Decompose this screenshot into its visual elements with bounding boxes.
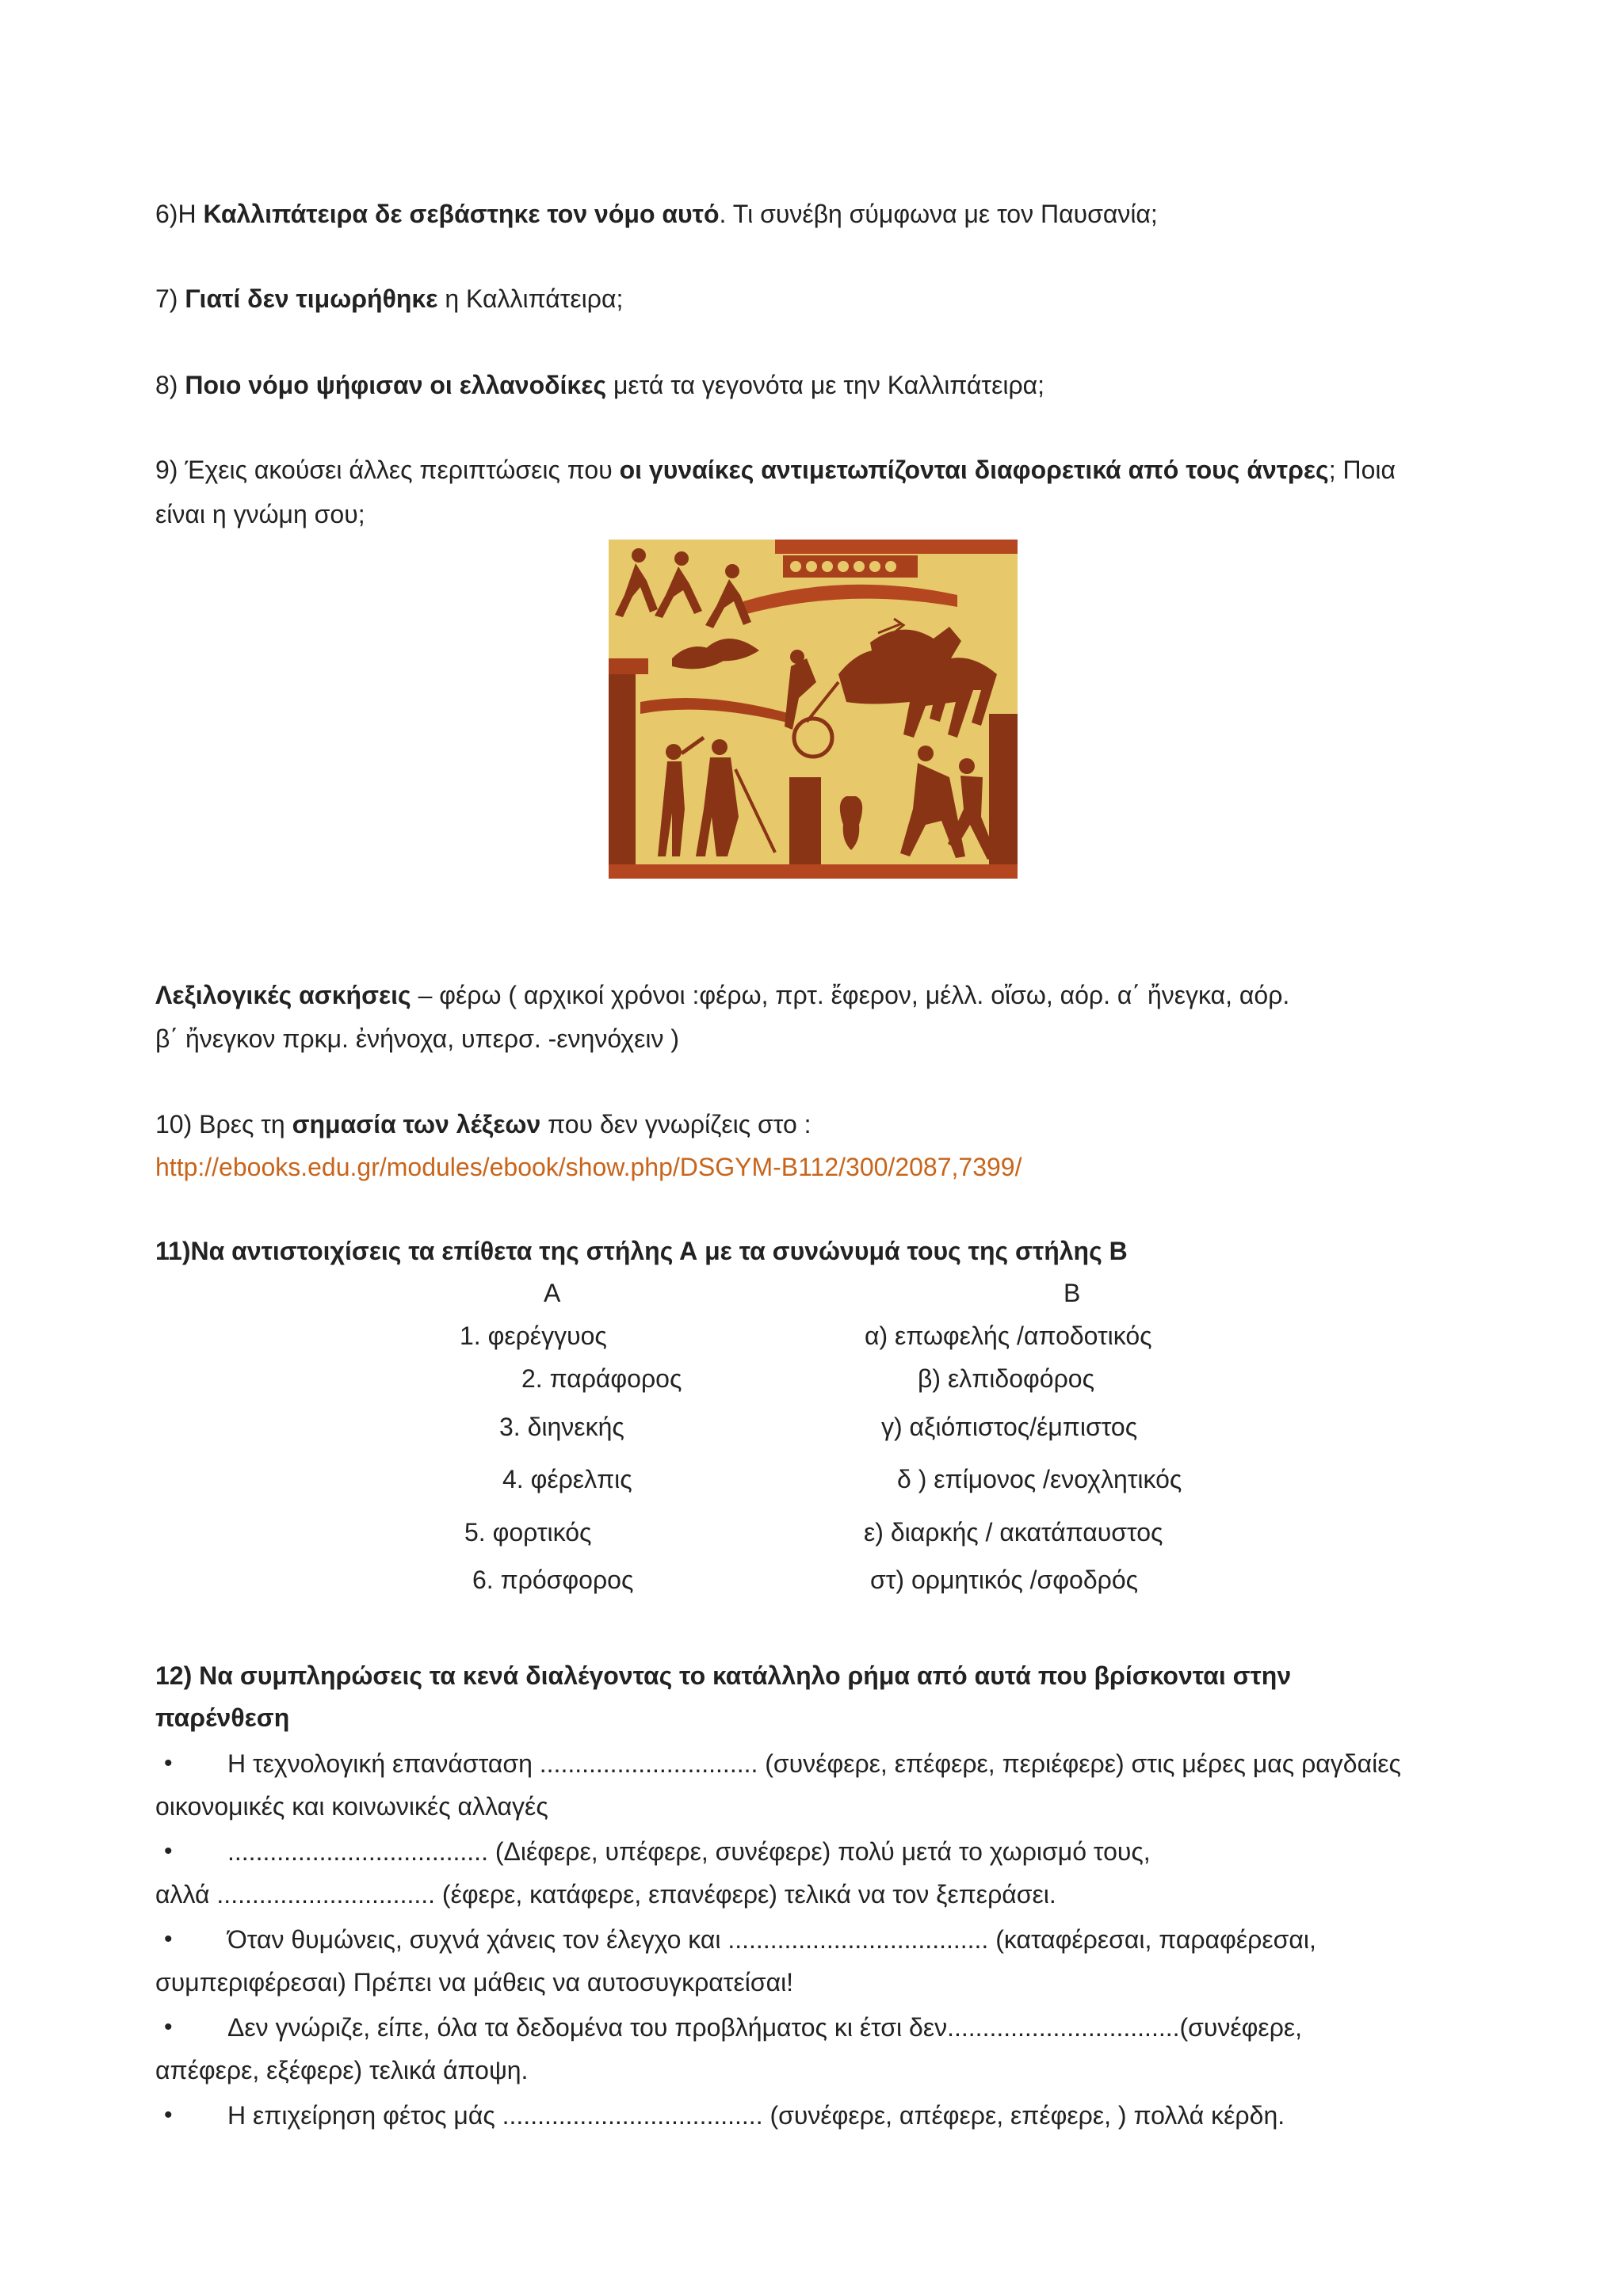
question-11-title: 11)Να αντιστοιχίσεις τα επίθετα της στήλης Α με τα συνώνυμά τους της στήλης Β xyxy=(155,1237,1128,1265)
question-10 xyxy=(155,1107,812,1142)
q12-item-1-line2: οικονομικές και κοινωνικές αλλαγές xyxy=(155,1792,548,1821)
q12-item-2-line1: ..................................... (Διέφερε, υπέφερε, συνέφερε) πολύ μετά το χωρισμό τους, xyxy=(227,1837,1151,1866)
question-9 xyxy=(155,452,1396,487)
col-a-item-1: 1. φερέγγυος xyxy=(460,1322,607,1350)
col-a-item-2: 2. παράφορος xyxy=(521,1364,682,1393)
q12-item-3-line1: Όταν θυμώνεις, συχνά χάνεις τον έλεγχο και ..................................... (καταφέρεσαι, παραφέρεσαι, xyxy=(227,1925,1316,1954)
q7-prefix: 7) xyxy=(155,284,185,313)
bullet-3: • xyxy=(164,1926,173,1952)
q8-prefix: 8) xyxy=(155,371,185,399)
col-a-item-6: 6. πρόσφορος xyxy=(472,1566,634,1594)
vocab-line1 xyxy=(155,978,1289,1013)
q9-suffix: ; Ποια xyxy=(1328,456,1396,484)
ancient-greek-vase-illustration xyxy=(609,540,1018,879)
col-b-item-3: γ) αξιόπιστος/έμπιστος xyxy=(881,1413,1138,1441)
vocab-heading: Λεξιλογικές ασκήσεις xyxy=(155,981,411,1009)
column-a-header: Α xyxy=(544,1279,561,1307)
q12-item-4-line2: απέφερε, εξέφερε) τελικά άποψη. xyxy=(155,2056,529,2084)
question-7 xyxy=(155,281,623,316)
q10-prefix: 10) Βρες τη xyxy=(155,1110,292,1138)
q12-item-1-line1: Η τεχνολογική επανάσταση ............................... (συνέφερε, επέφερε, περιέφερε) στις μέρες μας ραγδαίες xyxy=(227,1749,1401,1778)
col-b-item-1: α) επωφελής /αποδοτικός xyxy=(865,1322,1152,1350)
vocab-text: – φέρω ( αρχικοί χρόνοι :φέρω, πρτ. ἔφερον, μέλλ. οἴσω, αόρ. α΄ ἤνεγκα, αόρ. xyxy=(411,981,1290,1009)
column-b-header: Β xyxy=(1064,1279,1081,1307)
q12-item-4-line1: Δεν γνώριζε, είπε, όλα τα δεδομένα του προβλήματος κι έτσι δεν.................................(συνέφερε, xyxy=(227,2013,1303,2042)
q8-bold: Ποιο νόμο ψήφισαν οι ελλανοδίκες xyxy=(185,371,607,399)
col-a-item-3: 3. διηνεκής xyxy=(499,1413,624,1441)
col-a-item-4: 4. φέρελπις xyxy=(502,1465,632,1493)
col-b-item-5: ε) διαρκής / ακατάπαυστος xyxy=(864,1518,1163,1547)
bullet-5: • xyxy=(164,2102,173,2128)
question-9-line2: είναι η γνώμη σου; xyxy=(155,500,365,528)
q7-suffix: η Καλλιπάτειρα; xyxy=(437,284,624,313)
q6-bold: Καλλιπάτειρα δε σεβάστηκε τον νόμο αυτό xyxy=(203,200,720,228)
bullet-4: • xyxy=(164,2014,173,2040)
q9-bold: οι γυναίκες αντιμετωπίζονται διαφορετικά από τους άντρες xyxy=(619,456,1329,484)
q12-item-5-line1: Η επιχείρηση φέτος μάς ..................................... (συνέφερε, απέφερε, επέφερε, ) πολλά κέρδη. xyxy=(227,2101,1285,2130)
ebook-link[interactable]: http://ebooks.edu.gr/modules/ebook/show.php/DSGYM-B112/300/2087,7399/ xyxy=(155,1153,1022,1181)
q6-suffix: . Τι συνέβη σύμφωνα με τον Παυσανία; xyxy=(719,200,1158,228)
q10-bold: σημασία των λέξεων xyxy=(292,1110,541,1138)
col-b-item-6: στ) ορμητικός /σφοδρός xyxy=(870,1566,1139,1594)
bullet-1: • xyxy=(164,1750,173,1776)
col-a-item-5: 5. φορτικός xyxy=(464,1518,592,1547)
question-6 xyxy=(155,196,1158,231)
question-12-title-line1: 12) Να συμπληρώσεις τα κενά διαλέγοντας το κατάλληλο ρήμα από αυτά που βρίσκονται στην xyxy=(155,1661,1292,1690)
question-12-title-line2: παρένθεση xyxy=(155,1703,290,1732)
q12-item-2-line2: αλλά ............................... (έφερε, κατάφερε, επανέφερε) τελικά να τον ξεπεράσει. xyxy=(155,1880,1056,1909)
vocab-line2: β΄ ἤνεγκον πρκμ. ἐνήνοχα, υπερσ. -ενηνόχειν ) xyxy=(155,1024,679,1053)
question-8 xyxy=(155,368,1044,402)
q7-bold: Γιατί δεν τιμωρήθηκε xyxy=(185,284,438,313)
q8-suffix: μετά τα γεγονότα με την Καλλιπάτειρα; xyxy=(606,371,1045,399)
q12-item-3-line2: συμπεριφέρεσαι) Πρέπει να μάθεις να αυτοσυγκρατείσαι! xyxy=(155,1968,794,1997)
q10-suffix: που δεν γνωρίζεις στο : xyxy=(540,1110,812,1138)
col-b-item-2: β) ελπιδοφόρος xyxy=(918,1364,1094,1393)
bullet-2: • xyxy=(164,1838,173,1864)
col-b-item-4: δ ) επίμονος /ενοχλητικός xyxy=(897,1465,1182,1493)
q9-prefix: 9) Έχεις ακούσει άλλες περιπτώσεις που xyxy=(155,456,620,484)
q6-prefix: 6)Η xyxy=(155,200,204,228)
